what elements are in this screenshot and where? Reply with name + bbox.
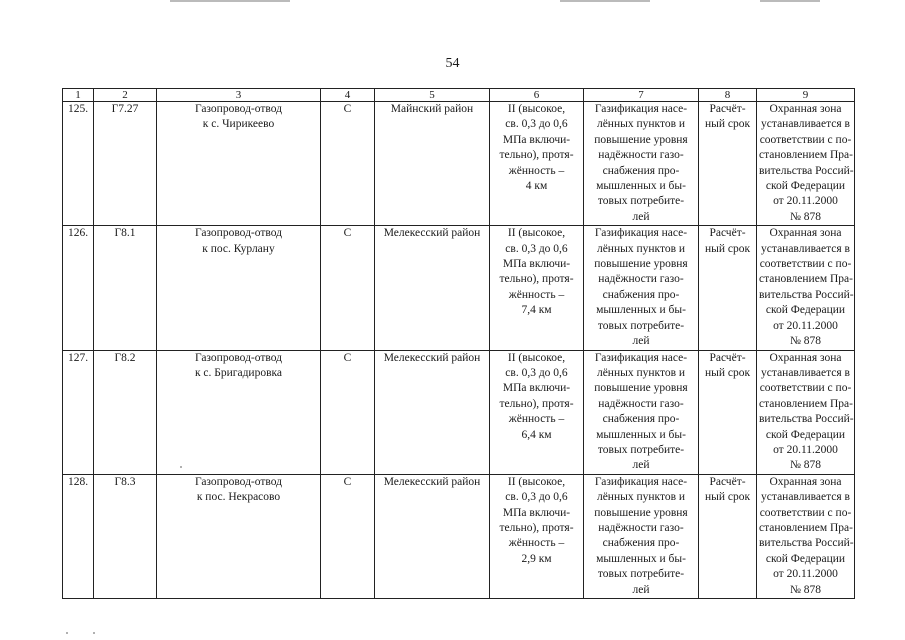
text-line: становлением Пра-	[759, 149, 853, 162]
column-header: 2	[94, 89, 157, 102]
text-line: вительства Россий-	[759, 413, 854, 426]
object-name	[157, 226, 321, 350]
scan-speck	[93, 632, 95, 634]
protection-zone	[757, 226, 855, 350]
text-line: лей	[632, 210, 650, 223]
column-header: 9	[757, 89, 855, 102]
implementation-term	[699, 102, 757, 226]
text-line: надёжности газо-	[598, 149, 684, 162]
text-line: ный срок	[704, 118, 751, 131]
column-header: 6	[490, 89, 584, 102]
object-code: Г8.1	[94, 226, 157, 350]
text-line: лённых пунктов и	[596, 366, 686, 379]
text-line: соответствии с по-	[759, 506, 852, 519]
text-line: к с. Чирикеево	[202, 118, 275, 131]
row-number: 125.	[63, 102, 94, 226]
text-line: лей	[632, 583, 650, 596]
object-type: С	[321, 474, 375, 598]
text-line: повышение уровня	[594, 258, 688, 271]
text-line: снабжения про-	[602, 537, 680, 550]
text-line: Газопровод-отвод	[194, 475, 283, 488]
purpose	[584, 102, 699, 226]
row-number: 127.	[63, 350, 94, 474]
text-line: тельно), протя-	[499, 273, 574, 286]
text-line: жённость –	[508, 413, 565, 426]
text-line: ской Федерации	[765, 180, 846, 193]
pipeline-parameters	[490, 226, 584, 350]
text-line: II (высокое,	[507, 103, 566, 115]
protection-zone	[757, 350, 855, 474]
text-line: соответствии с по-	[759, 382, 852, 395]
text-line: снабжения про-	[602, 288, 680, 301]
column-header: 1	[63, 89, 94, 102]
pipeline-parameters	[490, 350, 584, 474]
object-name	[157, 102, 321, 226]
text-line: лей	[632, 459, 650, 472]
scan-artifact	[170, 0, 290, 2]
text-line: мышленных и бы-	[596, 180, 686, 193]
text-line: св. 0,3 до 0,6	[505, 118, 568, 131]
text-line: от 20.11.2000	[773, 443, 838, 456]
text-line: к пос. Курлану	[202, 242, 275, 255]
object-type: С	[321, 350, 375, 474]
text-line: Расчёт-	[709, 103, 746, 115]
text-line: МПа включи-	[502, 506, 571, 519]
text-line: св. 0,3 до 0,6	[505, 366, 568, 379]
text-line: устанавливается в	[761, 366, 850, 379]
text-line: надёжности газо-	[598, 521, 684, 534]
pipeline-parameters	[490, 474, 584, 598]
object-code: Г7.27	[94, 102, 157, 226]
text-line: ской Федерации	[765, 428, 846, 441]
text-line: к пос. Некрасово	[196, 491, 281, 504]
text-line: вительства Россий-	[759, 537, 854, 550]
column-header: 3	[157, 89, 321, 102]
text-line: устанавливается в	[761, 242, 850, 255]
text-line: мышленных и бы-	[596, 428, 686, 441]
implementation-term	[699, 350, 757, 474]
text-line: товых потребите-	[597, 443, 685, 456]
text-line: ской Федерации	[765, 552, 846, 565]
text-line: соответствии с по-	[759, 258, 852, 271]
text-line: надёжности газо-	[598, 397, 684, 410]
text-line: II (высокое,	[507, 475, 566, 488]
text-line: мышленных и бы-	[596, 304, 686, 317]
header-row	[63, 89, 855, 102]
text-line: устанавливается в	[761, 491, 850, 504]
text-line: становлением Пра-	[759, 273, 853, 286]
text-line: № 878	[789, 210, 822, 223]
district: Мелекесский район	[375, 226, 490, 350]
row-number: 126.	[63, 226, 94, 350]
text-line: II (высокое,	[507, 351, 566, 364]
text-line: № 878	[789, 459, 822, 472]
text-line: ской Федерации	[765, 304, 846, 317]
text-line: товых потребите-	[597, 568, 685, 581]
text-line: устанавливается в	[761, 118, 850, 131]
text-line: Расчёт-	[709, 475, 746, 488]
text-line: к с. Бригадировка	[194, 366, 283, 379]
text-line: 2,9 км	[521, 552, 552, 565]
text-line: Расчёт-	[709, 351, 746, 364]
table-row	[63, 350, 855, 474]
text-line: от 20.11.2000	[773, 195, 838, 208]
text-line: от 20.11.2000	[773, 319, 838, 332]
text-line: II (высокое,	[507, 227, 566, 240]
column-header: 5	[375, 89, 490, 102]
table-row	[63, 102, 855, 226]
text-line: № 878	[789, 583, 822, 596]
text-line: от 20.11.2000	[773, 568, 838, 581]
text-line: 7,4 км	[521, 304, 552, 317]
text-line: Газопровод-отвод	[194, 351, 283, 364]
text-line: Газификация насе-	[594, 227, 688, 240]
text-line: тельно), протя-	[499, 397, 574, 410]
text-line: св. 0,3 до 0,6	[505, 242, 568, 255]
page-number: 54	[445, 56, 460, 71]
text-line: МПа включи-	[502, 258, 571, 271]
text-line: товых потребите-	[597, 195, 685, 208]
text-line: Охранная зона	[769, 103, 842, 115]
implementation-term	[699, 226, 757, 350]
text-line: жённость –	[508, 288, 565, 301]
text-line: ный срок	[704, 491, 751, 504]
text-line: становлением Пра-	[759, 521, 853, 534]
text-line: тельно), протя-	[499, 521, 574, 534]
text-line: становлением Пра-	[759, 397, 853, 410]
table-row	[63, 474, 855, 598]
text-line: повышение уровня	[594, 133, 688, 146]
text-line: мышленных и бы-	[596, 552, 686, 565]
text-line: Охранная зона	[769, 351, 842, 364]
text-line: Охранная зона	[769, 227, 842, 240]
text-line: № 878	[789, 335, 822, 348]
text-line: ный срок	[704, 366, 751, 379]
district: Мелекесский район	[375, 474, 490, 598]
object-type: С	[321, 226, 375, 350]
text-line: лённых пунктов и	[596, 118, 686, 131]
text-line: Расчёт-	[709, 227, 746, 240]
text-line: лённых пунктов и	[596, 242, 686, 255]
text-line: Газификация насе-	[594, 351, 688, 364]
column-header: 8	[699, 89, 757, 102]
text-line: вительства Россий-	[759, 288, 854, 301]
text-line: Газопровод-отвод	[194, 103, 283, 115]
scan-speck	[66, 632, 68, 634]
text-line: ный срок	[704, 242, 751, 255]
text-line: Газификация насе-	[594, 103, 688, 115]
implementation-term	[699, 474, 757, 598]
text-line: 6,4 км	[521, 428, 552, 441]
pipeline-parameters	[490, 102, 584, 226]
district: Майнский район	[375, 102, 490, 226]
text-line: лённых пунктов и	[596, 491, 686, 504]
text-line: товых потребите-	[597, 319, 685, 332]
text-line: МПа включи-	[502, 133, 571, 146]
object-name	[157, 350, 321, 474]
protection-zone	[757, 102, 855, 226]
purpose	[584, 474, 699, 598]
text-line: соответствии с по-	[759, 133, 852, 146]
district: Мелекесский район	[375, 350, 490, 474]
table-row	[63, 226, 855, 350]
object-type: С	[321, 102, 375, 226]
purpose	[584, 350, 699, 474]
gas-pipeline-table	[62, 88, 855, 599]
text-line: Газопровод-отвод	[194, 227, 283, 240]
purpose	[584, 226, 699, 350]
text-line: тельно), протя-	[499, 149, 574, 162]
text-line: повышение уровня	[594, 506, 688, 519]
object-code: Г8.2	[94, 350, 157, 474]
text-line: жённость –	[508, 164, 565, 177]
text-line: снабжения про-	[602, 164, 680, 177]
text-line: 4 км	[525, 180, 548, 193]
column-header: 7	[584, 89, 699, 102]
text-line: лей	[632, 335, 650, 348]
object-code: Г8.3	[94, 474, 157, 598]
protection-zone	[757, 474, 855, 598]
text-line: св. 0,3 до 0,6	[505, 491, 568, 504]
text-line: надёжности газо-	[598, 273, 684, 286]
scan-artifact	[560, 0, 650, 2]
row-number: 128.	[63, 474, 94, 598]
text-line: Газификация насе-	[594, 475, 688, 488]
object-name	[157, 474, 321, 598]
text-line: жённость –	[508, 537, 565, 550]
scan-artifact	[760, 0, 820, 2]
text-line: Охранная зона	[769, 475, 842, 488]
text-line: снабжения про-	[602, 413, 680, 426]
text-line: повышение уровня	[594, 382, 688, 395]
column-header: 4	[321, 89, 375, 102]
text-line: вительства Россий-	[759, 164, 854, 177]
text-line: МПа включи-	[502, 382, 571, 395]
